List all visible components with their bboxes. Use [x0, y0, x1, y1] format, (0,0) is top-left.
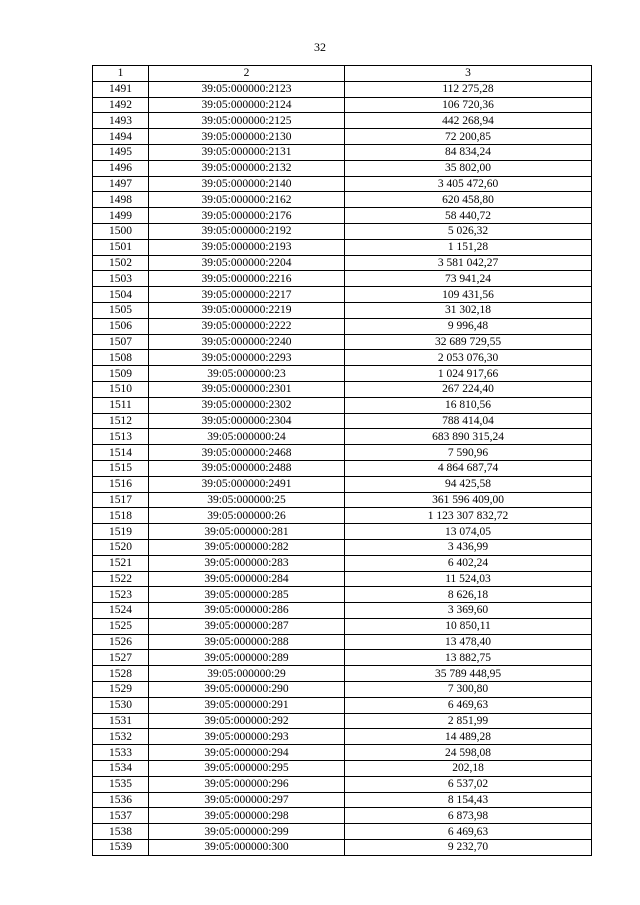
row-number-cell: 1520	[93, 539, 149, 555]
table-row	[93, 239, 592, 255]
table-body	[93, 81, 592, 855]
value-cell: 6 873,98	[345, 808, 592, 824]
row-number-cell: 1521	[93, 555, 149, 571]
row-number-cell: 1535	[93, 776, 149, 792]
cadastral-number-cell: 39:05:000000:299	[149, 824, 345, 840]
row-number-cell: 1539	[93, 840, 149, 856]
cadastral-number-cell: 39:05:000000:2204	[149, 255, 345, 271]
row-number-cell: 1524	[93, 603, 149, 619]
value-cell: 361 596 409,00	[345, 492, 592, 508]
value-cell: 2 053 076,30	[345, 350, 592, 366]
row-number-cell: 1500	[93, 223, 149, 239]
table-row	[93, 223, 592, 239]
cadastral-number-cell: 39:05:000000:2222	[149, 318, 345, 334]
row-number-cell: 1514	[93, 445, 149, 461]
cadastral-number-cell: 39:05:000000:2132	[149, 160, 345, 176]
table-row	[93, 555, 592, 571]
table-row	[93, 697, 592, 713]
value-cell: 72 200,85	[345, 129, 592, 145]
row-number-cell: 1517	[93, 492, 149, 508]
value-cell: 11 524,03	[345, 571, 592, 587]
cadastral-number-cell: 39:05:000000:2176	[149, 208, 345, 224]
table-row	[93, 618, 592, 634]
table-row	[93, 666, 592, 682]
value-cell: 202,18	[345, 761, 592, 777]
cadastral-number-cell: 39:05:000000:2301	[149, 381, 345, 397]
value-cell: 58 440,72	[345, 208, 592, 224]
row-number-cell: 1516	[93, 476, 149, 492]
cadastral-number-cell: 39:05:000000:2217	[149, 287, 345, 303]
table-row	[93, 603, 592, 619]
value-cell: 13 478,40	[345, 634, 592, 650]
table-row	[93, 650, 592, 666]
table-row	[93, 413, 592, 429]
cadastral-number-cell: 39:05:000000:2240	[149, 334, 345, 350]
value-cell: 620 458,80	[345, 192, 592, 208]
row-number-cell: 1525	[93, 618, 149, 634]
cadastral-number-cell: 39:05:000000:2468	[149, 445, 345, 461]
cadastral-number-cell: 39:05:000000:2304	[149, 413, 345, 429]
row-number-cell: 1508	[93, 350, 149, 366]
table-row	[93, 713, 592, 729]
value-cell: 267 224,40	[345, 381, 592, 397]
row-number-cell: 1510	[93, 381, 149, 397]
table-row	[93, 445, 592, 461]
row-number-cell: 1530	[93, 697, 149, 713]
cadastral-number-cell: 39:05:000000:293	[149, 729, 345, 745]
value-cell: 32 689 729,55	[345, 334, 592, 350]
value-cell: 6 469,63	[345, 824, 592, 840]
row-number-cell: 1527	[93, 650, 149, 666]
row-number-cell: 1493	[93, 113, 149, 129]
column-header-3: 3	[345, 66, 592, 82]
cadastral-number-cell: 39:05:000000:296	[149, 776, 345, 792]
table-row	[93, 539, 592, 555]
value-cell: 106 720,36	[345, 97, 592, 113]
table-row	[93, 366, 592, 382]
cadastral-number-cell: 39:05:000000:298	[149, 808, 345, 824]
cadastral-number-cell: 39:05:000000:26	[149, 508, 345, 524]
value-cell: 1 024 917,66	[345, 366, 592, 382]
row-number-cell: 1523	[93, 587, 149, 603]
page-number: 32	[314, 40, 326, 54]
table-row	[93, 634, 592, 650]
row-number-cell: 1502	[93, 255, 149, 271]
table-row	[93, 776, 592, 792]
row-number-cell: 1509	[93, 366, 149, 382]
table-row	[93, 318, 592, 334]
table-row	[93, 113, 592, 129]
row-number-cell: 1515	[93, 460, 149, 476]
value-cell: 16 810,56	[345, 397, 592, 413]
value-cell: 8 626,18	[345, 587, 592, 603]
row-number-cell: 1533	[93, 745, 149, 761]
value-cell: 1 123 307 832,72	[345, 508, 592, 524]
table-row	[93, 729, 592, 745]
cadastral-number-cell: 39:05:000000:2123	[149, 81, 345, 97]
cadastral-number-cell: 39:05:000000:282	[149, 539, 345, 555]
table-row	[93, 571, 592, 587]
cadastral-number-cell: 39:05:000000:2293	[149, 350, 345, 366]
value-cell: 8 154,43	[345, 792, 592, 808]
row-number-cell: 1512	[93, 413, 149, 429]
table-row	[93, 824, 592, 840]
table-row	[93, 524, 592, 540]
cadastral-number-cell: 39:05:000000:23	[149, 366, 345, 382]
value-cell: 14 489,28	[345, 729, 592, 745]
cadastral-number-cell: 39:05:000000:289	[149, 650, 345, 666]
value-cell: 7 590,96	[345, 445, 592, 461]
row-number-cell: 1528	[93, 666, 149, 682]
table-row	[93, 287, 592, 303]
table-row	[93, 144, 592, 160]
cadastral-number-cell: 39:05:000000:2162	[149, 192, 345, 208]
value-cell: 3 405 472,60	[345, 176, 592, 192]
cadastral-number-cell: 39:05:000000:292	[149, 713, 345, 729]
row-number-cell: 1537	[93, 808, 149, 824]
value-cell: 9 996,48	[345, 318, 592, 334]
value-cell: 6 537,02	[345, 776, 592, 792]
table-row	[93, 302, 592, 318]
table-row	[93, 176, 592, 192]
row-number-cell: 1531	[93, 713, 149, 729]
cadastral-number-cell: 39:05:000000:300	[149, 840, 345, 856]
table-row	[93, 350, 592, 366]
value-cell: 1 151,28	[345, 239, 592, 255]
table-row	[93, 81, 592, 97]
value-cell: 2 851,99	[345, 713, 592, 729]
value-cell: 112 275,28	[345, 81, 592, 97]
value-cell: 13 882,75	[345, 650, 592, 666]
cadastral-number-cell: 39:05:000000:2131	[149, 144, 345, 160]
value-cell: 109 431,56	[345, 287, 592, 303]
table-row	[93, 460, 592, 476]
value-cell: 7 300,80	[345, 682, 592, 698]
row-number-cell: 1495	[93, 144, 149, 160]
table-row	[93, 840, 592, 856]
row-number-cell: 1492	[93, 97, 149, 113]
row-number-cell: 1519	[93, 524, 149, 540]
value-cell: 5 026,32	[345, 223, 592, 239]
cadastral-number-cell: 39:05:000000:2193	[149, 239, 345, 255]
value-cell: 9 232,70	[345, 840, 592, 856]
value-cell: 3 581 042,27	[345, 255, 592, 271]
value-cell: 31 302,18	[345, 302, 592, 318]
table-row	[93, 761, 592, 777]
row-number-cell: 1505	[93, 302, 149, 318]
table-row	[93, 97, 592, 113]
value-cell: 6 469,63	[345, 697, 592, 713]
cadastral-number-cell: 39:05:000000:29	[149, 666, 345, 682]
cadastral-number-cell: 39:05:000000:24	[149, 429, 345, 445]
row-number-cell: 1501	[93, 239, 149, 255]
row-number-cell: 1507	[93, 334, 149, 350]
column-header-1: 1	[93, 66, 149, 82]
cadastral-number-cell: 39:05:000000:2125	[149, 113, 345, 129]
cadastral-number-cell: 39:05:000000:295	[149, 761, 345, 777]
row-number-cell: 1536	[93, 792, 149, 808]
row-number-cell: 1518	[93, 508, 149, 524]
value-cell: 6 402,24	[345, 555, 592, 571]
row-number-cell: 1511	[93, 397, 149, 413]
table-row	[93, 808, 592, 824]
row-number-cell: 1499	[93, 208, 149, 224]
value-cell: 3 436,99	[345, 539, 592, 555]
table-row	[93, 792, 592, 808]
row-number-cell: 1513	[93, 429, 149, 445]
cadastral-number-cell: 39:05:000000:25	[149, 492, 345, 508]
cadastral-number-cell: 39:05:000000:281	[149, 524, 345, 540]
cadastral-number-cell: 39:05:000000:2491	[149, 476, 345, 492]
table-row	[93, 508, 592, 524]
row-number-cell: 1504	[93, 287, 149, 303]
cadastral-number-cell: 39:05:000000:2140	[149, 176, 345, 192]
table-row	[93, 397, 592, 413]
row-number-cell: 1497	[93, 176, 149, 192]
value-cell: 788 414,04	[345, 413, 592, 429]
row-number-cell: 1503	[93, 271, 149, 287]
cadastral-number-cell: 39:05:000000:287	[149, 618, 345, 634]
table-row	[93, 160, 592, 176]
row-number-cell: 1538	[93, 824, 149, 840]
value-cell: 24 598,08	[345, 745, 592, 761]
table-row	[93, 429, 592, 445]
row-number-cell: 1532	[93, 729, 149, 745]
table-row	[93, 255, 592, 271]
row-number-cell: 1529	[93, 682, 149, 698]
value-cell: 73 941,24	[345, 271, 592, 287]
row-number-cell: 1506	[93, 318, 149, 334]
table-row	[93, 745, 592, 761]
table-row	[93, 271, 592, 287]
value-cell: 35 802,00	[345, 160, 592, 176]
cadastral-number-cell: 39:05:000000:286	[149, 603, 345, 619]
value-cell: 3 369,60	[345, 603, 592, 619]
cadastral-number-cell: 39:05:000000:285	[149, 587, 345, 603]
table-row	[93, 587, 592, 603]
row-number-cell: 1494	[93, 129, 149, 145]
cadastral-number-cell: 39:05:000000:294	[149, 745, 345, 761]
row-number-cell: 1522	[93, 571, 149, 587]
column-header-2: 2	[149, 66, 345, 82]
cadastral-number-cell: 39:05:000000:297	[149, 792, 345, 808]
table-row	[93, 192, 592, 208]
data-table	[92, 65, 592, 856]
value-cell: 4 864 687,74	[345, 460, 592, 476]
table-row	[93, 334, 592, 350]
cadastral-number-cell: 39:05:000000:2124	[149, 97, 345, 113]
cadastral-number-cell: 39:05:000000:284	[149, 571, 345, 587]
value-cell: 683 890 315,24	[345, 429, 592, 445]
row-number-cell: 1526	[93, 634, 149, 650]
cadastral-number-cell: 39:05:000000:2488	[149, 460, 345, 476]
row-number-cell: 1534	[93, 761, 149, 777]
cadastral-number-cell: 39:05:000000:2192	[149, 223, 345, 239]
value-cell: 10 850,11	[345, 618, 592, 634]
value-cell: 94 425,58	[345, 476, 592, 492]
row-number-cell: 1491	[93, 81, 149, 97]
table-row	[93, 492, 592, 508]
cadastral-number-cell: 39:05:000000:290	[149, 682, 345, 698]
row-number-cell: 1496	[93, 160, 149, 176]
cadastral-number-cell: 39:05:000000:291	[149, 697, 345, 713]
table-row	[93, 208, 592, 224]
table-row	[93, 682, 592, 698]
table-row	[93, 476, 592, 492]
table-row	[93, 129, 592, 145]
cadastral-number-cell: 39:05:000000:288	[149, 634, 345, 650]
table-header-row	[93, 66, 592, 82]
value-cell: 13 074,05	[345, 524, 592, 540]
table-row	[93, 381, 592, 397]
value-cell: 442 268,94	[345, 113, 592, 129]
cadastral-number-cell: 39:05:000000:2216	[149, 271, 345, 287]
cadastral-number-cell: 39:05:000000:2130	[149, 129, 345, 145]
cadastral-number-cell: 39:05:000000:2219	[149, 302, 345, 318]
value-cell: 35 789 448,95	[345, 666, 592, 682]
cadastral-number-cell: 39:05:000000:283	[149, 555, 345, 571]
value-cell: 84 834,24	[345, 144, 592, 160]
cadastral-number-cell: 39:05:000000:2302	[149, 397, 345, 413]
row-number-cell: 1498	[93, 192, 149, 208]
